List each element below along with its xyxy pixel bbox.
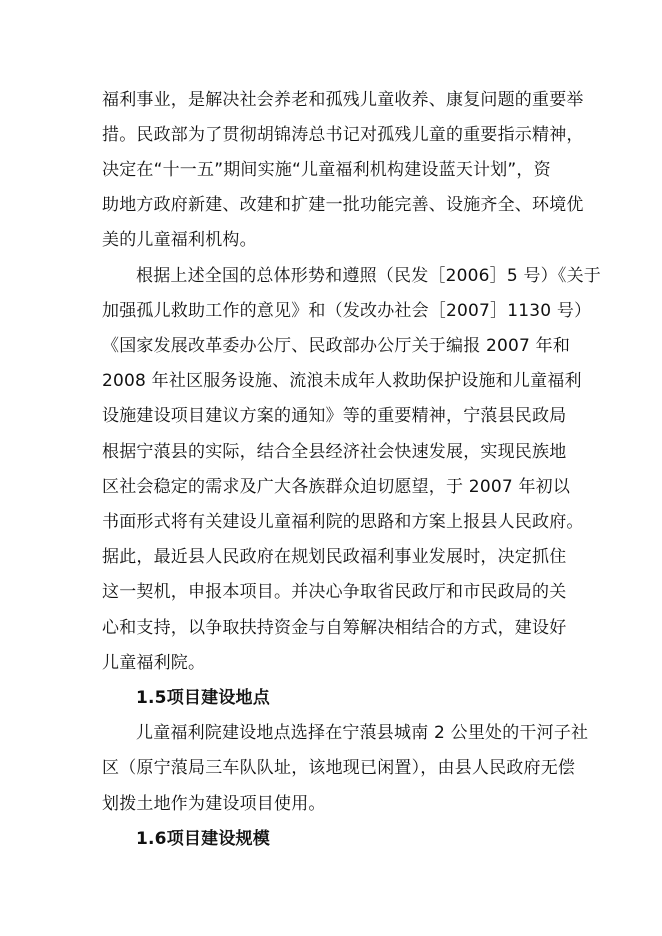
paragraph-line: 助地方政府新建、改建和扩建一批功能完善、设施齐全、环境优	[102, 195, 584, 215]
paragraph-line: 这一契机，申报本项目。并决心争取省民政厅和市民政局的关	[102, 582, 567, 602]
paragraph-line: 美的儿童福利机构。	[102, 230, 257, 250]
paragraph-line: 划拨土地作为建设项目使用。	[102, 794, 326, 814]
paragraph-line: 根据上述全国的总体形势和遵照（民发［2006］5 号）《关于	[136, 266, 601, 286]
paragraph-line: 区（原宁蒗局三车队队址，该地现已闲置），由县人民政府无偿	[102, 758, 576, 778]
paragraph-line: 决定在“十一五”期间实施“儿童福利机构建设蓝天计划”，资	[102, 160, 551, 180]
paragraph-line: 措。民政部为了贯彻胡锦涛总书记对孤残儿童的重要指示精神，	[102, 125, 584, 145]
paragraph-line: 儿童福利院。	[102, 653, 206, 673]
paragraph-line: 加强孤儿救助工作的意见》和（发改办社会［2007］1130 号）	[102, 301, 592, 321]
paragraph-line: 2008 年社区服务设施、流浪未成年人救助保护设施和儿童福利	[102, 371, 582, 391]
paragraph-line: 心和支持，以争取扶持资金与自筹解决相结合的方式，建设好	[102, 618, 567, 638]
section-heading: 1.5项目建设地点	[136, 688, 270, 708]
paragraph-line: 设施建设项目建议方案的通知》等的重要精神，宁蒗县民政局	[102, 406, 567, 426]
paragraph-line: 据此，最近县人民政府在规划民政福利事业发展时，决定抓住	[102, 547, 567, 567]
paragraph-line: 书面形式将有关建设儿童福利院的思路和方案上报县人民政府。	[102, 512, 584, 532]
section-heading: 1.6项目建设规模	[136, 829, 270, 849]
paragraph-line: 《国家发展改革委办公厅、民政部办公厅关于编报 2007 年和	[102, 336, 571, 356]
paragraph-line: 福利事业，是解决社会养老和孤残儿童收养、康复问题的重要举	[102, 90, 584, 110]
paragraph-line: 区社会稳定的需求及广大各族群众迫切愿望，于 2007 年初以	[102, 477, 571, 497]
paragraph-line: 儿童福利院建设地点选择在宁蒗县城南 2 公里处的干河子社	[136, 723, 589, 743]
paragraph-line: 根据宁蒗县的实际，结合全县经济社会快速发展，实现民族地	[102, 442, 567, 462]
